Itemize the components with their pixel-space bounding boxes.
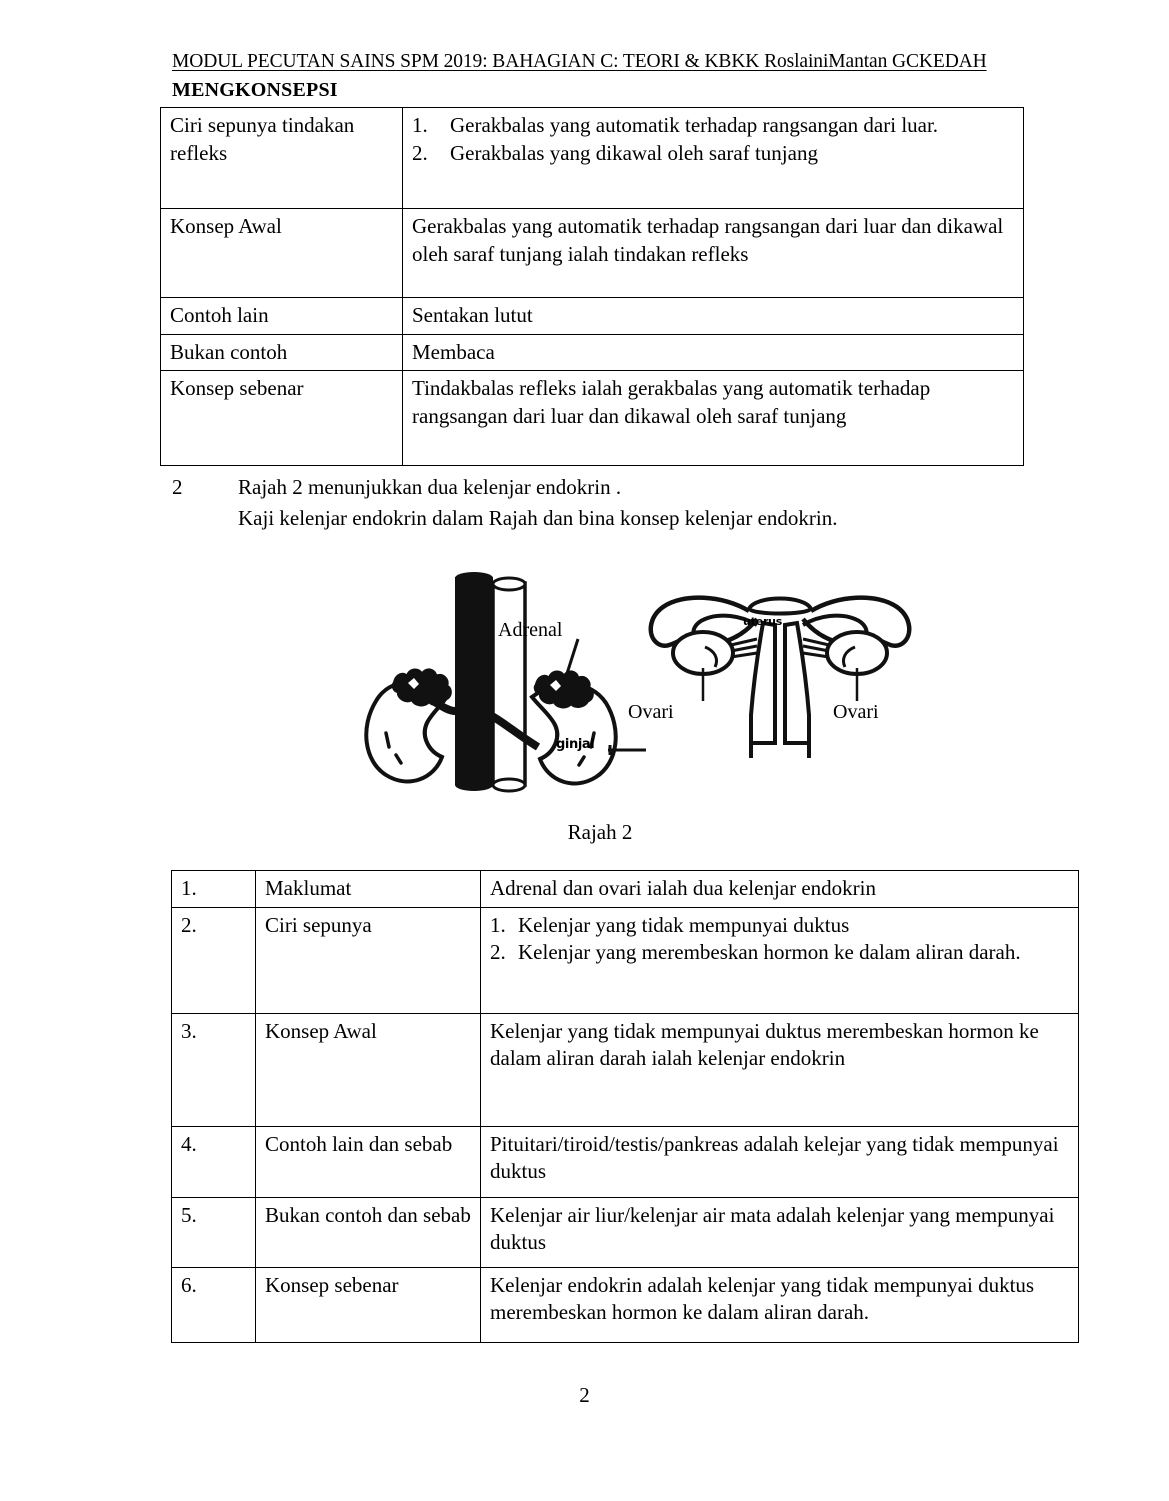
left-ovary-shape: [673, 632, 733, 674]
row-value: [403, 108, 1024, 209]
row-label: Maklumat: [256, 871, 481, 908]
list-marker: 1.: [412, 113, 428, 137]
aorta-top: [455, 572, 493, 584]
row-label: Contoh lain dan sebab: [256, 1126, 481, 1197]
feature-list: [490, 912, 1070, 967]
list-text: Kelenjar yang tidak mempunyai duktus: [518, 912, 850, 937]
row-value: Kelenjar yang tidak mempunyai duktus merembeskan hormon ke dalam aliran darah ialah kelenjar endokrin: [481, 1013, 1079, 1126]
concept-table-endocrine: [171, 870, 1079, 1343]
question-block: [172, 472, 1072, 534]
row-label: Konsep Awal: [256, 1013, 481, 1126]
header-section-label: MENGKONSEPSI: [172, 79, 338, 101]
figure-caption: Rajah 2: [567, 820, 633, 844]
right-adrenal-shape: [535, 672, 593, 708]
figure-label-ovari-left: Ovari: [628, 701, 674, 723]
page-number: 2: [579, 1383, 590, 1407]
list-marker: 2.: [412, 140, 428, 165]
table-row: [172, 907, 1079, 1013]
row-value: Tindakbalas refleks ialah gerakbalas yang automatik terhadap rangsangan dari luar dan dikawal oleh saraf tunjang: [403, 371, 1024, 466]
list-marker: 1.: [490, 912, 506, 937]
row-value: Gerakbalas yang automatik terhadap rangsangan dari luar dan dikawal oleh saraf tunjang ialah tindakan refleks: [403, 209, 1024, 298]
concept-table-reflex: [160, 107, 1024, 466]
row-value: Adrenal dan ovari ialah dua kelenjar endokrin: [481, 871, 1079, 908]
question-line-2: Kaji kelenjar endokrin dalam Rajah dan bina konsep kelenjar endokrin.: [238, 506, 838, 530]
feature-list: [412, 112, 1015, 167]
list-item: [412, 112, 1015, 140]
row-number: 6.: [172, 1267, 256, 1342]
list-text: Gerakbalas yang dikawal oleh saraf tunjang: [450, 140, 818, 165]
row-label: Konsep sebenar: [256, 1267, 481, 1342]
table-row: [161, 108, 1024, 209]
list-marker: 2.: [490, 940, 506, 964]
row-value: Kelenjar air liur/kelenjar air mata adalah kelenjar yang mempunyai duktus: [481, 1197, 1079, 1267]
row-number: 4.: [172, 1126, 256, 1197]
table-row: [161, 334, 1024, 371]
table-row: [172, 1126, 1079, 1197]
row-value: Pituitari/tiroid/testis/pankreas adalah kelejar yang tidak mempunyai duktus: [481, 1126, 1079, 1197]
question-body: [238, 472, 1072, 534]
row-label: Ciri sepunya: [256, 907, 481, 1013]
kidney-adrenal-diagram: [350, 565, 680, 815]
document-header: [172, 50, 1072, 103]
row-label: Bukan contoh: [161, 334, 403, 371]
figure-label-ginjal: ginjal: [556, 737, 595, 752]
row-label: Konsep Awal: [161, 209, 403, 298]
table-row: [161, 371, 1024, 466]
left-adrenal-shape: [393, 670, 451, 706]
list-item: [412, 140, 1015, 168]
row-number: 5.: [172, 1197, 256, 1267]
table-row: [161, 209, 1024, 298]
aorta-bottom: [455, 779, 493, 791]
question-number: 2: [172, 475, 183, 499]
row-value: [481, 907, 1079, 1013]
row-number: 2.: [172, 907, 256, 1013]
figure-label-ovari-right: Ovari: [833, 701, 879, 723]
figure-rajah-2: [160, 555, 1040, 855]
table-row: [161, 298, 1024, 335]
vena-cava-bottom: [493, 779, 525, 791]
row-label: Contoh lain: [161, 298, 403, 335]
row-value: Sentakan lutut: [403, 298, 1024, 335]
table-row: [172, 1013, 1079, 1126]
right-ovary-shape: [827, 632, 887, 674]
uterus-ovary-diagram: [645, 573, 915, 758]
header-title-line: MODUL PECUTAN SAINS SPM 2019: BAHAGIAN C: TEORI & KBKK RoslainiMantan GCKEDAH: [172, 51, 987, 72]
row-value: Membaca: [403, 334, 1024, 371]
list-text: Gerakbalas yang automatik terhadap rangsangan dari luar.: [450, 113, 939, 137]
figure-label-uterus: uterus: [743, 615, 783, 628]
cervix-vagina: [751, 743, 809, 758]
list-text: Kelenjar yang merembeskan hormon ke dalam aliran darah.: [518, 940, 1021, 964]
table-row: [172, 871, 1079, 908]
row-label: Konsep sebenar: [161, 371, 403, 466]
table-row: [172, 1197, 1079, 1267]
row-label: Ciri sepunya tindakan refleks: [161, 108, 403, 209]
question-line-1: Rajah 2 menunjukkan dua kelenjar endokrin .: [238, 475, 622, 499]
row-number: 3.: [172, 1013, 256, 1126]
aorta-shape: [455, 577, 493, 785]
vena-cava-top: [493, 578, 525, 590]
figure-label-adrenal: Adrenal: [498, 619, 563, 641]
list-item: [490, 912, 1070, 940]
list-item: [490, 939, 1070, 967]
vena-cava-shape: [493, 583, 525, 785]
table-row: [172, 1267, 1079, 1342]
row-value: Kelenjar endokrin adalah kelenjar yang tidak mempunyai duktus merembeskan hormon ke dalam aliran darah.: [481, 1267, 1079, 1342]
row-number: 1.: [172, 871, 256, 908]
row-label: Bukan contoh dan sebab: [256, 1197, 481, 1267]
